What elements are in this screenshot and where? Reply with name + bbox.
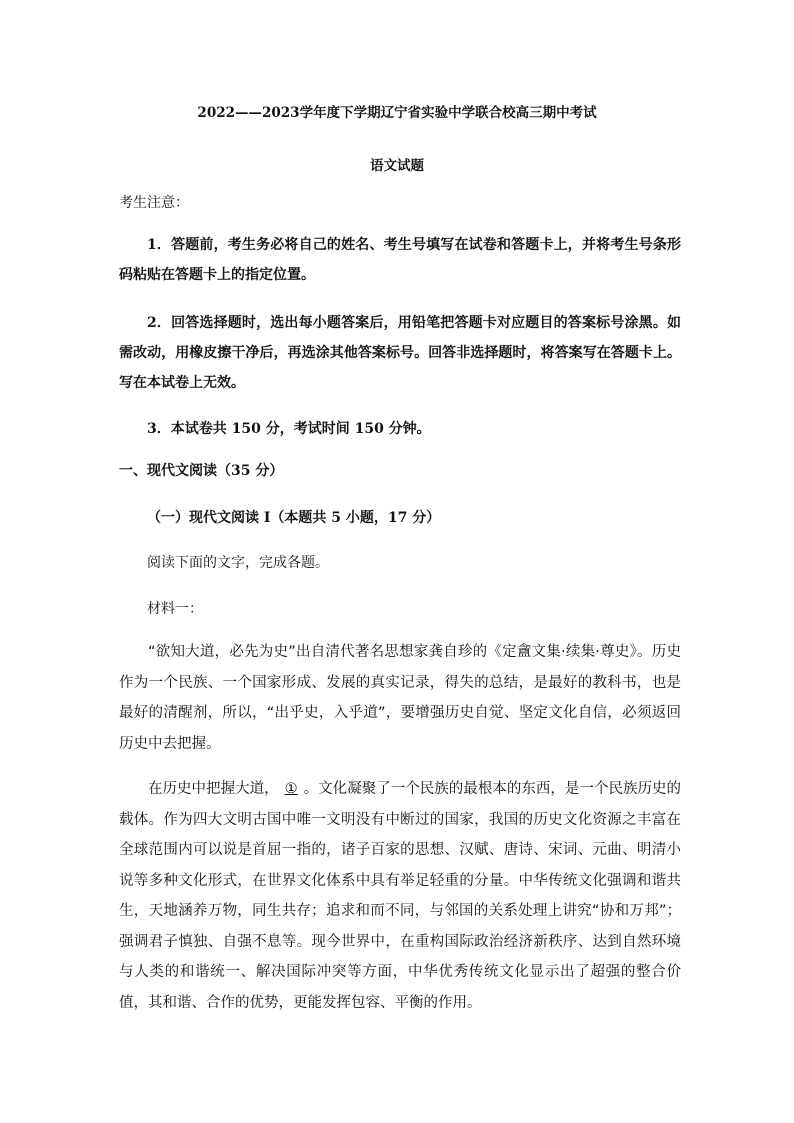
paragraph-2-lead: 在历史中把握大道，: [148, 781, 279, 797]
exam-subtitle: 语文试题: [370, 158, 424, 174]
notice-item-2: 2．回答选择题时，选出每小题答案后，用铅笔把答题卡对应题目的答案标号涂黑。如需改动，用橡皮擦干净后，再选涂其他答案标号。回答非选择题时，将答案写在答题卡上。写在本试卷上无效。: [119, 315, 681, 391]
material-label: 材料一：: [147, 601, 203, 617]
fill-blank-1: ①: [284, 781, 298, 797]
section-heading: 一、现代文阅读（35 分）: [119, 463, 284, 479]
notice-item-1: 1．答题前，考生务必将自己的姓名、考生号填写在试卷和答题卡上，并将考生号条形码粘贴在答题卡上的指定位置。: [119, 237, 681, 283]
notice-heading: 考生注意：: [119, 195, 189, 211]
material-paragraph-2: [119, 774, 681, 1018]
sub-section-heading: （一）现代文阅读 I（本题共 5 小题，17 分）: [147, 510, 441, 526]
exam-title: 2022——2023学年度下学期辽宁省实验中学联合校高三期中考试: [197, 105, 597, 121]
paragraph-2-rest: 。文化凝聚了一个民族的最根本的东西，是一个民族历史的载体。作为四大文明古国中唯一文明没有中断过的国家，我国的历史文化资源之丰富在全球范围内可以说是首屈一指的，诸子百家的思想、汉赋、唐诗、宋词、元曲、明清小说等多种文化形式，在世界文化体系中具有举足轻重的分量。中华传统文化强调和谐共生，天地涵养万物，同生共存；追求和而不同，与邻国的关系处理上讲究“协和万邦”；强调君子慎独、自强不息等。现今世界中，在重构国际政治经济新秩序、达到自然环境与人类的和谐统一、解决国际冲突等方面，中华优秀传统文化显示出了超强的整合价值，其和谐、合作的优势，更能发挥包容、平衡的作用。: [119, 781, 682, 1011]
material-paragraph-1: “欲知大道，必先为史”出自清代著名思想家龚自珍的《定盦文集·续集·尊史》。历史作为一个民族、一个国家形成、发展的真实记录，得失的总结，是最好的教科书，也是最好的清醒剂，所以，“出乎史，入乎道”，要增强历史自觉、坚定文化自信，必须返回历史中去把握。: [119, 644, 681, 752]
reading-instruction: 阅读下面的文字，完成各题。: [147, 555, 329, 571]
notice-item-3: 3．本试卷共 150 分，考试时间 150 分钟。: [147, 421, 431, 437]
